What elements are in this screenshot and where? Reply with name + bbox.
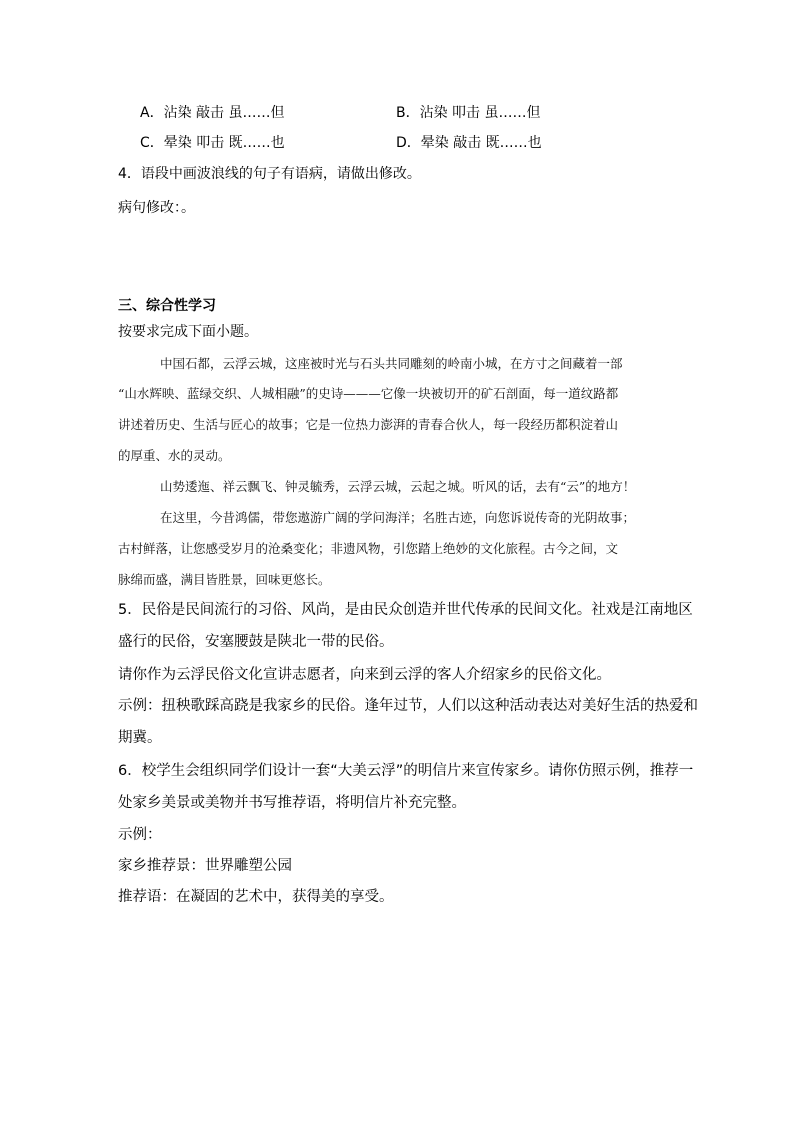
passage-p3-line2: 古村鲜落，让您感受岁月的沧桑变化；非遗风物，引您踏上绝妙的文化旅程。古今之间，文 [118,541,619,556]
question-6-line2: 处家乡美景或美物并书写推荐语，将明信片补充完整。 [118,795,466,811]
section-instruction: 按要求完成下面小题。 [118,324,258,340]
question-6-example-label: 示例： [118,827,162,843]
option-d: D．晕染 敲击 既……也 [396,135,542,151]
question-6-example-scene: 家乡推荐景：世界雕塑公园 [118,858,292,874]
question-4-answer-label: 病句修改：。 [118,200,195,216]
passage-p3-line1: 在这里，今昔鸿儒，带您遨游广阔的学问海洋；名胜古迹，向您诉说传奇的光阴故事； [160,510,636,525]
passage-p1-line1: 中国石都，云浮云城，这座被时光与石头共同雕刻的岭南小城，在方寸之间藏着一部 [160,356,623,371]
question-5-line2: 盛行的民俗，安塞腰鼓是陕北一带的民俗。 [118,634,394,650]
question-5-line3: 请你作为云浮民俗文化宣讲志愿者，向来到云浮的客人介绍家乡的民俗文化。 [118,667,611,683]
passage-p3-line3: 脉绵而盛，满目皆胜景，回味更悠长。 [118,572,331,587]
passage-p1-line2: “山水辉映、蓝绿交织、人城相融”的史诗———它像一块被切开的矿石剖面，每一道纹路都 [118,386,619,401]
question-6-line1: 6．校学生会组织同学们设计一套“大美云浮”的明信片来宣传家乡。请你仿照示例，推荐一 [118,763,694,779]
option-a: A．沾染 敲击 虽……但 [140,105,285,121]
passage-p2: 山势逶迤、祥云飘飞、钟灵毓秀，云浮云城，云起之城。听风的话，去有“云”的地方！ [160,479,636,494]
question-6-example-recommendation: 推荐语：在凝固的艺术中，获得美的享受。 [118,889,394,905]
option-b: B．沾染 叩击 虽……但 [396,105,541,121]
passage-p1-line3: 讲述着历史、生活与匠心的故事；它是一位热力澎湃的青春合伙人，每一段经历都积淀着山 [118,417,619,432]
question-5-line1: 5．民俗是民间流行的习俗、风尚，是由民众创造并世代传承的民间文化。社戏是江南地区 [118,602,693,618]
section-heading: 三、综合性学习 [118,298,216,314]
passage-p1-line4: 的厚重、水的灵动。 [118,448,231,463]
question-5-example: 示例：扭秧歌踩高跷是我家乡的民俗。逢年过节，人们以这种活动表达对美好生活的热爱和 [118,698,698,714]
question-4: 4．语段中画波浪线的句子有语病，请做出修改。 [118,166,421,182]
question-5-example-cont: 期冀。 [118,730,162,746]
option-c: C．晕染 叩击 既……也 [140,135,285,151]
